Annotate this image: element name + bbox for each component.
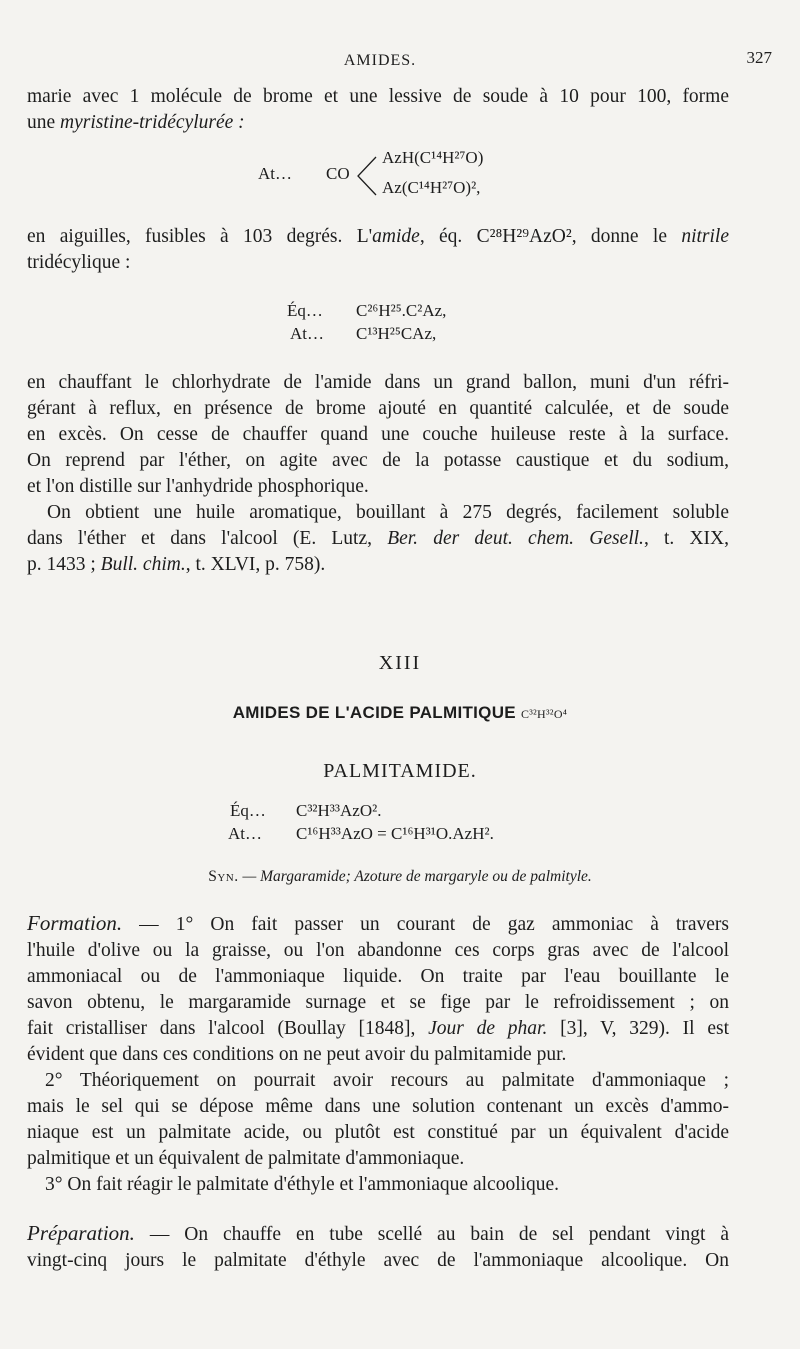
page-number: 327	[746, 48, 772, 67]
text-line	[27, 552, 729, 578]
formula-bottom: Az(C¹⁴H²⁷O)²,	[382, 178, 481, 197]
text-line: niaque est un palmitate acide, ou plutôt est constitué par un équivalent d'acide	[27, 1122, 729, 1143]
text-line	[27, 1016, 729, 1042]
text-line: mais le sel qui se dépose même dans une solution contenant un excès d'ammo-	[27, 1096, 729, 1117]
text-line: vingt-cinq jours le palmitate d'éthyle avec de l'ammoniaque alcoolique. On	[27, 1250, 729, 1271]
text-span: — On chauffe en tube scellé au bain de sel pendant vingt à	[134, 1224, 729, 1245]
text-span: , éq. C²⁸H²⁹AzO², donne le	[419, 226, 682, 247]
text-line	[27, 224, 729, 250]
formula-eq-value: C³²H³³AzO².	[296, 801, 382, 820]
citation-title: Jour de phar.	[428, 1018, 548, 1039]
paragraph-2	[27, 224, 729, 276]
text-line: gérant à reflux, en présence de brome ajouté en quantité calculée, et de soude	[27, 398, 729, 419]
section-title-text: AMIDES DE L'ACIDE PALMITIQUE	[232, 703, 516, 722]
formula-co: CO	[326, 164, 350, 183]
text-line: 2° Théoriquement on pourrait avoir recours au palmitate d'ammoniaque ;	[45, 1070, 729, 1091]
preparation-section	[27, 1220, 729, 1274]
text-line: ammoniacal ou de l'ammoniaque liquide. On traite par l'eau bouillante le	[27, 966, 729, 987]
running-head-title: AMIDES.	[343, 52, 417, 69]
text-span: [3], V, 329). Il est	[547, 1018, 729, 1039]
formula-at-value: C¹³H²⁵CAz,	[356, 324, 437, 343]
text-line: savon obtenu, le margaramide surnage et se fige par le refroidissement ; on	[27, 992, 729, 1013]
paragraph-4	[27, 500, 729, 578]
formula-eq-label: Éq…	[230, 801, 266, 820]
formula-at-label: At…	[290, 324, 324, 343]
section-formula: C³²H³²O⁴	[520, 707, 568, 721]
text-line: et l'on distille sur l'anhydride phosphorique.	[27, 476, 369, 497]
chapter-number: XIII	[378, 652, 422, 674]
running-head	[0, 48, 800, 82]
italic-term: myristine-tridécylurée :	[60, 112, 245, 133]
formula-at-value: C¹⁶H³³AzO = C¹⁶H³¹O.AzH².	[296, 824, 494, 843]
text-line	[27, 110, 729, 136]
text-span: , t. XLVI, p. 758).	[185, 554, 326, 575]
text-span: — 1° On fait passer un courant de gaz ammoniac à travers	[122, 914, 729, 935]
formation-heading: Formation.	[27, 911, 123, 935]
text-span: p. 1433 ;	[27, 554, 101, 575]
text-line: tridécylique :	[27, 252, 131, 273]
text-span: dans l'éther et dans l'alcool (E. Lutz,	[27, 528, 388, 549]
text-line: en excès. On cesse de chauffer quand une couche huileuse reste à la surface.	[27, 424, 729, 445]
paragraph-3	[27, 370, 729, 500]
subtitle: PALMITAMIDE.	[323, 760, 477, 782]
text-span: une	[27, 112, 61, 133]
formation-section	[27, 910, 729, 1198]
text-line: évident que dans ces conditions on ne peut avoir du palmitamide pur.	[27, 1044, 567, 1065]
citation-title: Bull. chim.	[100, 554, 186, 575]
formula-top: AzH(C¹⁴H²⁷O)	[382, 148, 484, 167]
formula-bracket-icon	[354, 154, 380, 198]
text-line	[27, 526, 729, 552]
text-span: en aiguilles, fusibles à 103 degrés. L'	[27, 226, 373, 247]
text-line: en chauffant le chlorhydrate de l'amide dans un grand ballon, muni d'un réfri-	[27, 372, 729, 393]
formula-eq-label: Éq…	[287, 301, 323, 320]
italic-term: amide	[372, 226, 420, 247]
preparation-heading: Préparation.	[27, 1221, 135, 1245]
text-span: , t. XIX,	[643, 528, 729, 549]
section-title	[0, 703, 800, 723]
formula-prefix: At…	[258, 164, 292, 183]
text-line: On obtient une huile aromatique, bouillant à 275 degrés, facilement soluble	[47, 502, 729, 523]
text-line	[27, 910, 729, 938]
synonyms-line	[0, 868, 800, 886]
text-line: 3° On fait réagir le palmitate d'éthyle et l'ammoniaque alcoolique.	[45, 1174, 560, 1195]
synonyms-label: Syn.	[208, 868, 239, 885]
formula-at-label: At…	[228, 824, 262, 843]
text-line: palmitique et un équivalent de palmitate d'ammoniaque.	[27, 1148, 465, 1169]
italic-term: nitrile	[681, 226, 729, 247]
synonyms-text: — Margaramide; Azoture de margaryle ou de palmityle.	[238, 868, 592, 885]
text-line: l'huile d'olive ou la graisse, ou l'on abandonne ces corps gras avec de l'alcool	[27, 940, 729, 961]
text-line: marie avec 1 molécule de brome et une lessive de soude à 10 pour 100, forme	[27, 86, 729, 107]
text-span: fait cristalliser dans l'alcool (Boullay [1848],	[27, 1018, 429, 1039]
paragraph-1	[27, 84, 729, 136]
formula-eq-value: C²⁶H²⁵.C²Az,	[356, 301, 447, 320]
citation-title: Ber. der deut. chem. Gesell.	[387, 528, 644, 549]
text-line	[27, 1220, 729, 1248]
text-line: On reprend par l'éther, on agite avec de la potasse caustique et du sodium,	[27, 450, 729, 471]
